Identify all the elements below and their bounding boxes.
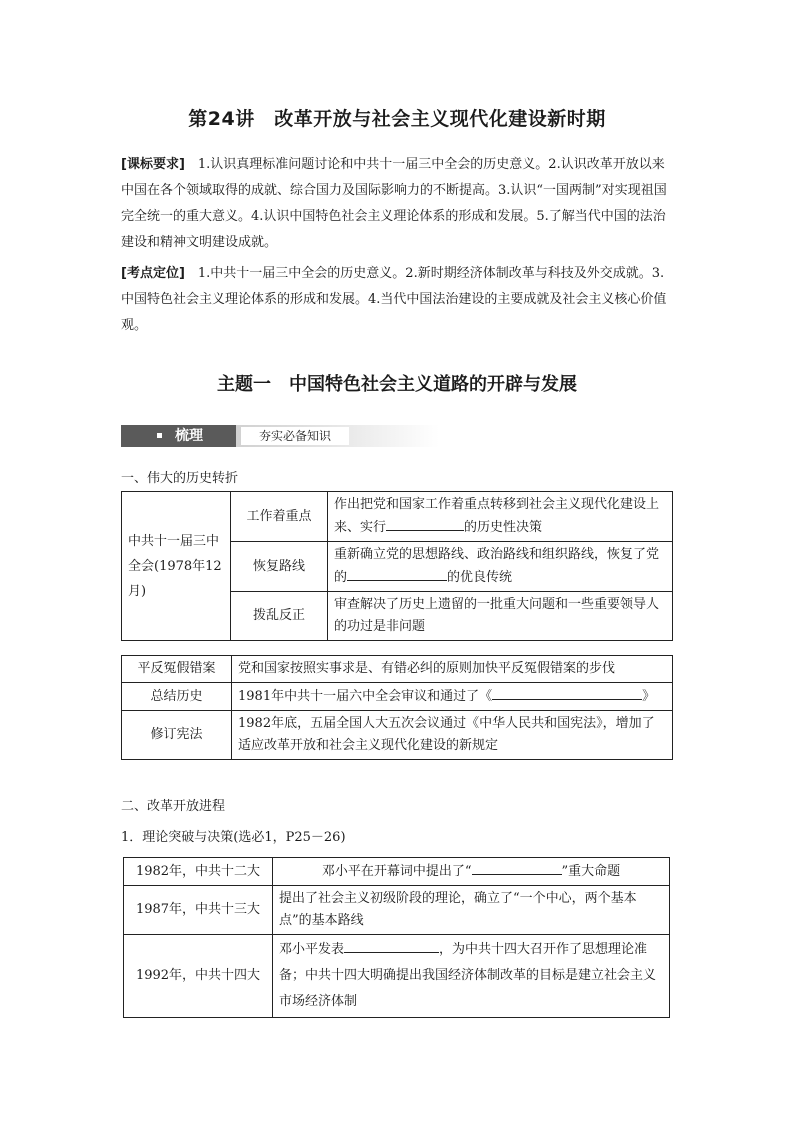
requirements-label: [课标要求]	[121, 157, 185, 172]
fill-blank[interactable]	[344, 938, 439, 953]
requirements-paragraph	[121, 152, 674, 256]
section2-subheading: 1．理论突破与决策(选必1，P25－26)	[121, 830, 346, 845]
row-label: 1992年，中共十四大	[124, 935, 273, 1018]
section2-heading: 二、改革开放进程	[121, 799, 226, 814]
positioning-paragraph	[121, 261, 674, 339]
fill-blank[interactable]	[472, 860, 562, 875]
table-row	[124, 858, 670, 886]
requirements-text: 1.认识真理标准问题讨论和中共十一届三中全会的历史意义。2.认识改革开放以来中国在各个领域取得的成就、综合国力及国际影响力的不断提高。3.认识“一国两制”对实现祖国完全统一的重大意义。4.认识中国特色社会主义理论体系的形成和发展。5.了解当代中国的法治建设和精神文明建设成就。	[121, 157, 667, 250]
banner-tag: 梳理	[121, 425, 236, 447]
positioning-label: [考点定位]	[121, 266, 185, 281]
table-row	[122, 683, 673, 711]
row-label: 修订宪法	[122, 711, 232, 760]
fill-blank[interactable]	[386, 516, 464, 531]
row-content: 作出把党和国家工作着重点转移到社会主义现代化建设上来、实行 的历史性决策	[328, 492, 673, 542]
page-title: 第24讲 改革开放与社会主义现代化建设新时期	[188, 108, 606, 130]
fill-blank[interactable]	[347, 566, 447, 581]
row-label: 总结历史	[122, 683, 232, 711]
row-label: 平反冤假错案	[122, 656, 232, 683]
topic-title: 主题一 中国特色社会主义道路的开辟与发展	[217, 374, 577, 395]
turning-point-table-lower	[121, 655, 673, 760]
table-row	[122, 656, 673, 683]
row-content: 党和国家按照实事求是、有错必纠的原则加快平反冤假错案的步伐	[232, 656, 673, 683]
reform-process-table	[123, 857, 670, 1018]
row-content: 重新确立党的思想路线、政治路线和组织路线，恢复了党的 的优良传统	[328, 542, 673, 592]
row-content: 邓小平发表 ，为中共十四大召开作了思想理论准备；中共十四大明确提出我国经济体制改革的目标是建立社会主义市场经济体制	[273, 935, 670, 1018]
row-label: 拨乱反正	[231, 592, 328, 641]
row-content: 审查解决了历史上遗留的一批重大问题和一些重要领导人的功过是非问题	[328, 592, 673, 641]
row-content: 1982年底，五届全国人大五次会议通过《中华人民共和国宪法》，增加了适应改革开放和社会主义现代化建设的新规定	[232, 711, 673, 760]
row-label: 1982年，中共十二大	[124, 858, 273, 886]
banner-subtitle: 夯实必备知识	[241, 427, 349, 445]
table-row	[122, 492, 673, 542]
row-label: 恢复路线	[231, 542, 328, 592]
row-content: 邓小平在开幕词中提出了“ ”重大命题	[273, 858, 670, 886]
fill-blank[interactable]	[492, 685, 642, 700]
square-bullet-icon	[157, 433, 162, 438]
turning-point-table	[121, 491, 673, 641]
row-label: 1987年，中共十三大	[124, 886, 273, 935]
row-label: 工作着重点	[231, 492, 328, 542]
row-content: 提出了社会主义初级阶段的理论，确立了“一个中心，两个基本点”的基本路线	[273, 886, 670, 935]
section1-heading: 一、伟大的历史转折	[121, 471, 239, 486]
table-row	[122, 711, 673, 760]
section-banner	[121, 425, 439, 447]
positioning-text: 1.中共十一届三中全会的历史意义。2.新时期经济体制改革与科技及外交成就。3.中国特色社会主义理论体系的形成和发展。4.当代中国法治建设的主要成就及社会主义核心价值观。	[121, 266, 667, 333]
row-content: 1981年中共十一届六中全会审议和通过了《 》	[232, 683, 673, 711]
table-row	[124, 935, 670, 1018]
table-row	[124, 886, 670, 935]
meeting-label-cell: 中共十一届三中全会(1978年12月)	[122, 492, 231, 641]
